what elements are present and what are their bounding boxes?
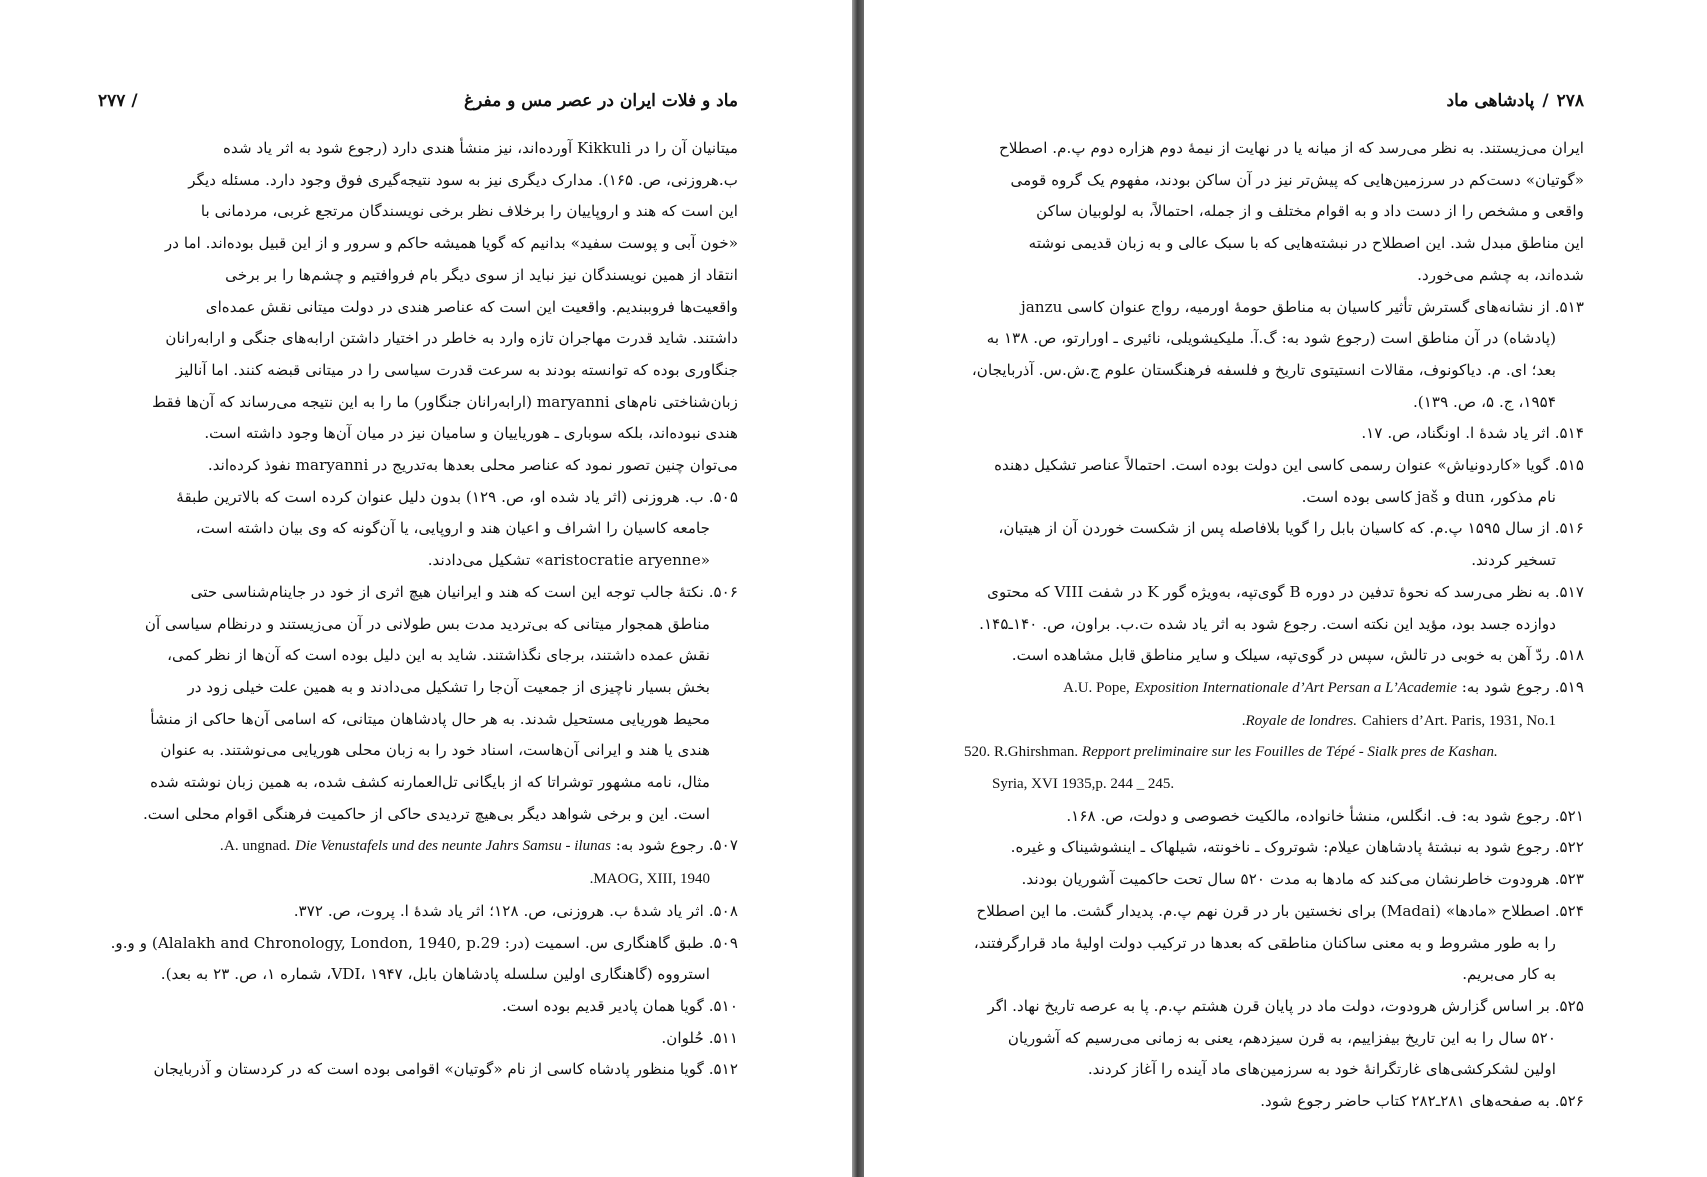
footnote-number: ۵۱۲.	[708, 1060, 738, 1079]
footnote-text: رجوع شود به:	[1461, 677, 1550, 696]
text-line: «خون آبی و پوست سفید» بدانیم که گویا همیشه حاکم و سرور و از این قبیل بوده‌اند. اما در	[164, 234, 738, 253]
right-page-header	[964, 86, 1584, 116]
text-line: این مناطق مبدل شد. این اصطلاح در نبشته‌هایی که با سبک عالی و به زبان قدیمی نوشته	[1028, 234, 1584, 253]
footnote-text: ب. هروزنی (اثر یاد شده او، ص. ۱۲۹) بدون دلیل عنوان کرده است که بالاترین طبقهٔ	[176, 487, 704, 506]
footnote-text: اصطلاح «مادها» (Madai) برای نخستین بار در قرن نهم پ.م. پدیدار گشت. ما این اصطلاح	[976, 901, 1550, 920]
footnote-text: بخش بسیار ناچیزی از جمعیت آن‌جا را تشکیل می‌دادند و به همین علت خیلی زود در	[187, 677, 710, 696]
footnote-text: نقش عمده داشتند، برجای نگذاشتند. شاید به این دلیل بوده است که آن‌ها از نظر کمی،	[167, 646, 710, 665]
right-page-body	[964, 133, 1584, 1118]
right-page	[864, 0, 1707, 1177]
footnote-text: طبق گاهنگاری س. اسمیت (در: Alalakh and Chronology, London, 1940, p.29) و و.و.	[110, 933, 704, 952]
footnote-text: مناطق همجوار میتانی که بی‌تردید مدت بس طولانی در آن می‌زیستند و درنظام سیاسی آن	[144, 614, 710, 633]
footnote-number: ۵۱۵.	[1554, 456, 1584, 475]
footnote-text: گویا همان پادیر قدیم بوده است.	[501, 996, 704, 1015]
footnote-number: ۵۰۶.	[708, 582, 738, 601]
footnote-text: (پادشاه) در آن مناطق است (رجوع شود به: گ.آ. ملیکیشویلی، نائیری ـ اورارتو، ص. ۱۳۸ به	[986, 329, 1556, 348]
text-line: هندی نبوده‌اند، بلکه سوباری ـ هوریاییان و سامیان نیز در میان آن‌ها وجود داشته است.	[204, 424, 738, 443]
footnote-number: ۵۲۲.	[1554, 838, 1584, 857]
footnote-text: است. این و برخی شواهد دیگر بی‌هیچ تردیدی حاکی از حاکمیت فرهنگی اقوام محلی است.	[142, 804, 710, 823]
footnote-text: ۱۹۵۴، ج. ۵، ص. ۱۳۹).	[1412, 392, 1556, 411]
text-line: شده‌اند، به چشم می‌خورد.	[1417, 265, 1584, 284]
footnote	[964, 292, 1584, 419]
footnote-text: به نظر می‌رسد که نحوهٔ تدفین در دوره B گوی‌تپه، به‌ویژه گور K در شفت VIII که محتوی	[987, 582, 1550, 601]
footnote-number: ۵۲۵.	[1554, 996, 1584, 1015]
footnote-number: ۵۰۸.	[708, 901, 738, 920]
text-line: می‌توان چنین تصور نمود که عناصر محلی بعدها به‌تدریج در maryanni نفوذ کرده‌اند.	[207, 456, 738, 475]
text-line: زبان‌شناختی نام‌های maryanni (ارابه‌رانان جنگاور) ما را به این نتیجه می‌رساند که آن‌ها فقط	[152, 392, 738, 411]
text-line: جنگاوری بوده که توانسته بودند به سرعت قدرت سیاسی را در میتانی قبضه کنند. اما آنالیز	[175, 360, 738, 379]
footnote-number: ۵۰۷.	[708, 836, 738, 855]
footnote-text: هرودوت خاطرنشان می‌کند که مادها به مدت ۵۲۰ سال تحت حاکمیت آشوریان بودند.	[1021, 870, 1550, 889]
footnote-number: ۵۱۷.	[1554, 582, 1584, 601]
footnote-519	[964, 672, 1584, 737]
text-line: داشتند. شاید قدرت مهاجران تازه وارد به خاطر در اختیار داشتن ارابه‌های جنگی و ارابه‌رانان	[165, 329, 738, 348]
footnote-text: حُلوان.	[661, 1028, 704, 1047]
text-line: ایران می‌زیستند. به نظر می‌رسد که از میانه یا در نهایت از نیمهٔ دوم هزاره دوم پ.م. اصطلاح	[999, 139, 1584, 157]
left-page	[0, 0, 852, 1177]
page-number-block	[98, 91, 138, 111]
text-line: ب.هروزنی، ص. ۱۶۵). مدارک دیگری نیز به سود نتیجه‌گیری فوق وجود دارد. مسئله دیگر	[188, 170, 738, 189]
citation-source: MAOG, XIII, 1940.	[589, 871, 710, 888]
left-page-header	[98, 86, 738, 116]
footnote-number: ۵۰۹.	[708, 933, 738, 952]
footnote	[964, 832, 1584, 864]
footnote-number: ۵۱۱.	[708, 1028, 738, 1047]
citation-author: R.Ghirshman.	[994, 744, 1079, 761]
text-line: واقعیت‌ها فروببندیم. واقعیت این است که عناصر هندی در دولت میتانی نقش عمده‌ای	[205, 297, 738, 316]
footnote-text: به صفحه‌های ۲۸۱ـ۲۸۲ کتاب حاضر رجوع شود.	[1260, 1092, 1550, 1111]
citation-title: Die Venustafels und des neunte Jahrs Samsu - ilunas.	[220, 838, 611, 855]
footnote	[964, 577, 1584, 640]
page-number: ۲۷۷	[98, 91, 126, 111]
footnote-text: ردّ آهن به خوبی در تالش، سپس در گوی‌تپه، سیلک و سایر مناطق قابل مشاهده است.	[1011, 646, 1550, 665]
footnote-text: تسخیر کردند.	[1471, 551, 1556, 570]
footnote	[98, 482, 738, 577]
footnote-text: رجوع شود به: ف. انگلس، منشأ خانواده، مالکیت خصوصی و دولت، ص. ۱۶۸.	[1066, 806, 1550, 825]
footnote-text: هندی یا هند و ایرانی آن‌هاست، اسناد خود را به زبان محلی هوریایی می‌نوشتند. به عنوان	[160, 741, 710, 760]
text-line: میتانیان آن را در Kikkuli آورده‌اند، نیز منشأ هندی دارد (رجوع شود به اثر یاد شده	[223, 139, 738, 157]
text-line: واقعی و مشخص را از دست داد و به اقوام مختلف و از جمله، احتمالاً، به لولوبیان ساکن	[1036, 202, 1584, 221]
footnote-text: بر اساس گزارش هرودوت، دولت ماد در پایان قرن هشتم پ.م. پا به عرصه تاریخ نهاد. اگر	[987, 996, 1550, 1015]
running-title: ماد و فلات ایران در عصر مس و مفرغ	[464, 91, 738, 111]
left-page-body	[98, 133, 738, 1086]
footnote-number: ۵۱۸.	[1554, 646, 1584, 665]
footnote-number: ۵۱۴.	[1554, 424, 1584, 443]
footnote-text: جامعه کاسیان را اشراف و اعیان هند و اروپایی، یا آن‌گونه که وی بیان داشته است،	[195, 519, 710, 538]
footnote-number: ۵۱۹.	[1554, 677, 1584, 696]
footnote-text: اثر یاد شدهٔ ب. هروزنی، ص. ۱۲۸؛ اثر یاد شدهٔ ا. پروت، ص. ۳۷۲.	[293, 901, 704, 920]
footnote	[964, 896, 1584, 991]
running-title: پادشاهی ماد	[1446, 91, 1535, 111]
citation-author: A.U. Pope,	[1063, 679, 1130, 696]
footnote	[964, 418, 1584, 450]
footnote	[964, 640, 1584, 672]
footnote	[98, 896, 738, 928]
footnote-text: محیط هوریایی مستحیل شدند. به هر حال پادشاهان میتانی، که اسامی آن‌ها حاکی از منشأ	[150, 709, 710, 728]
footnote-text: رجوع شود به نبشتهٔ پادشاهان عیلام: شوتروک ـ ناخونته، شیلهاک ـ اینشوشیناک و غیره.	[1010, 838, 1550, 857]
footnote	[964, 801, 1584, 833]
footnote	[964, 864, 1584, 896]
footnote-number: ۵۱۳.	[1554, 297, 1584, 316]
footnote-text: استرووه (گاهنگاری اولین سلسله پادشاهان بابل، VDI، ۱۹۴۷، شماره ۱، ص. ۲۳ به بعد).	[160, 965, 710, 984]
footnote-text: گویا «کاردونیاش» عنوان رسمی کاسی این دولت بوده است. احتمالاً عناصر تشکیل دهنده	[994, 456, 1550, 475]
citation-title: Repport preliminaire sur les Fouilles de Tépé - Sialk pres de Kashan.	[1081, 744, 1498, 761]
footnote	[98, 928, 738, 991]
footnote-text: اثر یاد شدهٔ ا. اونگناد، ص. ۱۷.	[1361, 424, 1550, 443]
footnote-text: بعد؛ ای. م. دیاکونوف، مقالات انستیتوی تاریخ و فلسفه فرهنگستان علوم ج.ش.س. آذربایجان،	[971, 360, 1556, 379]
body-paragraph	[98, 133, 738, 482]
footnote-text: به کار می‌بریم.	[1462, 965, 1556, 984]
citation-title: Exposition Internationale d’Art Persan a L’Academie	[1134, 679, 1457, 696]
footnote-text: گویا منظور پادشاه کاسی از نام «گوتیان» اقوامی بوده است که در کردستان و آذربایجان	[153, 1060, 704, 1079]
footnote-text: نام مذکور، dun و jaš کاسی بوده است.	[1301, 487, 1556, 506]
header-separator: /	[131, 91, 138, 111]
body-paragraph	[964, 133, 1584, 292]
footnote-520	[964, 737, 1584, 800]
footnote-number: 520.	[964, 744, 991, 761]
citation-title-continued: Royale de londres.	[1245, 712, 1358, 729]
footnote	[964, 450, 1584, 513]
footnote-507	[98, 830, 738, 895]
footnote-number: ۵۱۶.	[1554, 519, 1584, 538]
footnotes-continued	[964, 801, 1584, 1118]
text-line: «گوتیان» دست‌کم در سرزمین‌هایی که پیش‌تر نیز در آن ساکن بودند، مفهوم یک گروه قومی	[1010, 170, 1584, 189]
footnote	[98, 1023, 738, 1055]
text-line: این است که هند و اروپاییان را برخلاف نظر برخی نویسندگان مرتجع غربی، مردمانی با	[200, 202, 738, 221]
footnote	[964, 513, 1584, 576]
citation-source: Syria, XVI 1935,p. 244 _ 245.	[992, 776, 1175, 793]
citation-source: Cahiers d’Art. Paris, 1931, No.1.	[1241, 712, 1556, 729]
footnote-number: ۵۱۰.	[708, 996, 738, 1015]
book-spine	[852, 0, 864, 1177]
page-number: ۲۷۸	[1556, 91, 1584, 111]
footnote-text: «aristocratie aryenne» تشکیل می‌دادند.	[427, 551, 710, 570]
footnote-text: ۵۲۰ سال را به این تاریخ بیفزاییم، به قرن سیزدهم، یعنی به زمانی می‌رسیم که آشوریان	[1007, 1028, 1556, 1047]
footnote-number: ۵۲۳.	[1554, 870, 1584, 889]
footnote	[964, 1086, 1584, 1118]
footnote	[98, 991, 738, 1023]
footnote	[98, 1054, 738, 1086]
footnote	[98, 577, 738, 831]
footnotes	[964, 292, 1584, 672]
footnote-number: ۵۲۶.	[1554, 1092, 1584, 1111]
footnote-text: از نشانه‌های گسترش تأثیر کاسیان به مناطق حومهٔ اورمیه، رواج عنوان کاسی janzu	[1021, 297, 1550, 316]
footnotes-continued	[98, 896, 738, 1086]
footnote-text: را به طور مشروط و به معنی ساکنان مناطقی که بعدها در ترکیب دولت اولیهٔ ماد قرارگرفتند،	[973, 933, 1556, 952]
footnote-text: مثال، نامه مشهور توشراتا که از بایگانی تل‌العمارنه کشف شده، به همین زبان نوشته شده	[150, 773, 710, 792]
footnote-text: دوازده جسد بود، مؤید این نکته است. رجوع شود به اثر یاد شده ت.ب. براون، ص. ۱۴۰ـ۱۴۵.	[979, 614, 1556, 633]
footnote-number: ۵۰۵.	[708, 487, 738, 506]
footnote-text: از سال ۱۵۹۵ پ.م. که کاسیان بابل را گویا بلافاصله پس از شکست خوردن آن از هیتیان،	[998, 519, 1550, 538]
footnote-number: ۵۲۴.	[1554, 901, 1584, 920]
footnote-number: ۵۲۱.	[1554, 806, 1584, 825]
footnote-text: نکتهٔ جالب توجه این است که هند و ایرانیان هیچ اثری از خود در جاینام‌شناسی حتی	[190, 582, 704, 601]
footnotes	[98, 482, 738, 831]
footnote-text: رجوع شود به:	[615, 836, 704, 855]
text-line: انتقاد از همین نویسندگان نیز نباید از سوی دیگر بام فروافتیم و چشم‌ها را بر برخی	[225, 265, 738, 284]
header-separator: /	[1542, 91, 1549, 111]
footnote	[964, 991, 1584, 1086]
citation-author: A. ungnad.	[224, 838, 291, 855]
footnote-text: اولین لشکرکشی‌های غارتگرانهٔ خود به سرزمین‌های ماد آینده را آغاز کردند.	[1087, 1060, 1556, 1079]
